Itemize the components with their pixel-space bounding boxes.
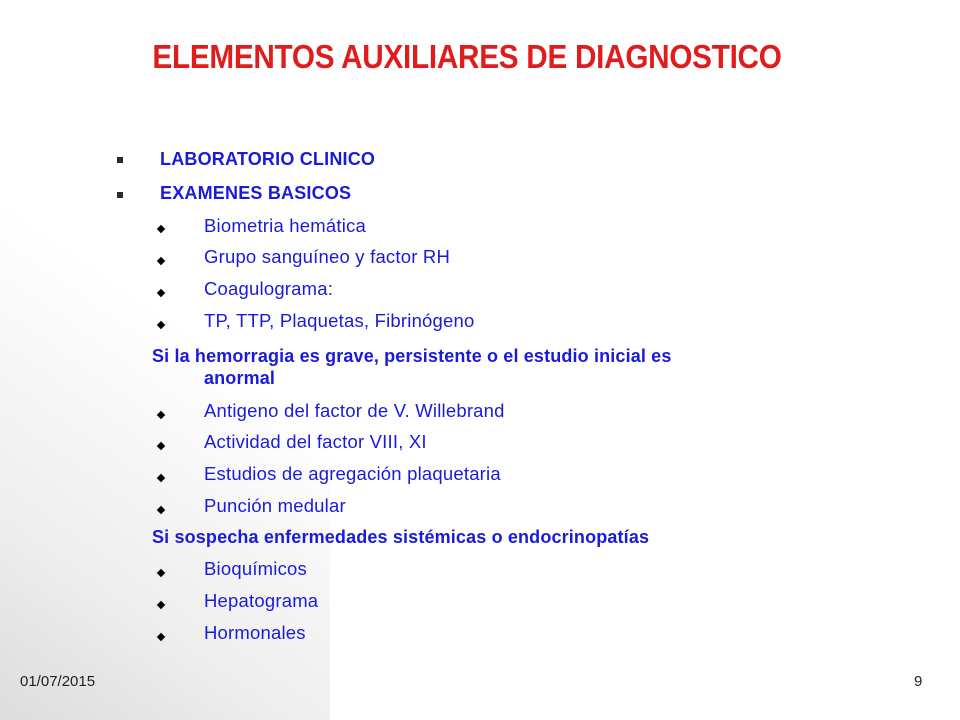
list-item-puncion: Punción medular: [204, 495, 346, 516]
note-systemic: Si sospecha enfermedades sistémicas o endocrinopatías: [152, 527, 650, 547]
diamond-bullet-icon: [157, 257, 165, 265]
list-item-biometria: Biometria hemática: [204, 215, 366, 236]
diamond-bullet-icon: [157, 633, 165, 641]
list-item-tp-ttp: TP, TTP, Plaquetas, Fibrinógeno: [204, 310, 475, 331]
list-item-examenes: EXAMENES BASICOS: [160, 183, 352, 203]
diamond-bullet-icon: [157, 506, 165, 514]
footer-date: 01/07/2015: [20, 673, 96, 690]
page-number: 9: [914, 673, 923, 690]
list-item-hormonales: Hormonales: [204, 622, 306, 643]
diamond-bullet-icon: [157, 601, 165, 609]
note-severe-line2: anormal: [204, 368, 276, 388]
diamond-bullet-icon: [157, 411, 165, 419]
note-severe-line1: Si la hemorragia es grave, persistente o el estudio inicial es: [152, 346, 672, 366]
diamond-bullet-icon: [157, 321, 165, 329]
diamond-bullet-icon: [157, 569, 165, 577]
list-item-coagulograma: Coagulograma:: [204, 278, 334, 299]
slide-title: ELEMENTOS AUXILIARES DE DIAGNOSTICO: [152, 38, 782, 75]
list-item-hepatograma: Hepatograma: [204, 590, 319, 611]
diamond-bullet-icon: [157, 474, 165, 482]
list-item-laboratorio: LABORATORIO CLINICO: [160, 149, 376, 169]
square-bullet-icon: [117, 157, 123, 163]
diamond-bullet-icon: [157, 442, 165, 450]
list-item-bioquimicos: Bioquímicos: [204, 558, 307, 579]
list-item-grupo: Grupo sanguíneo y factor RH: [204, 246, 451, 267]
list-item-agregacion: Estudios de agregación plaquetaria: [204, 463, 501, 484]
list-item-antigeno: Antigeno del factor de V. Willebrand: [204, 400, 505, 421]
list-item-actividad: Actividad del factor VIII, XI: [204, 431, 427, 452]
diamond-bullet-icon: [157, 289, 165, 297]
square-bullet-icon: [117, 192, 123, 198]
diamond-bullet-icon: [157, 225, 165, 233]
